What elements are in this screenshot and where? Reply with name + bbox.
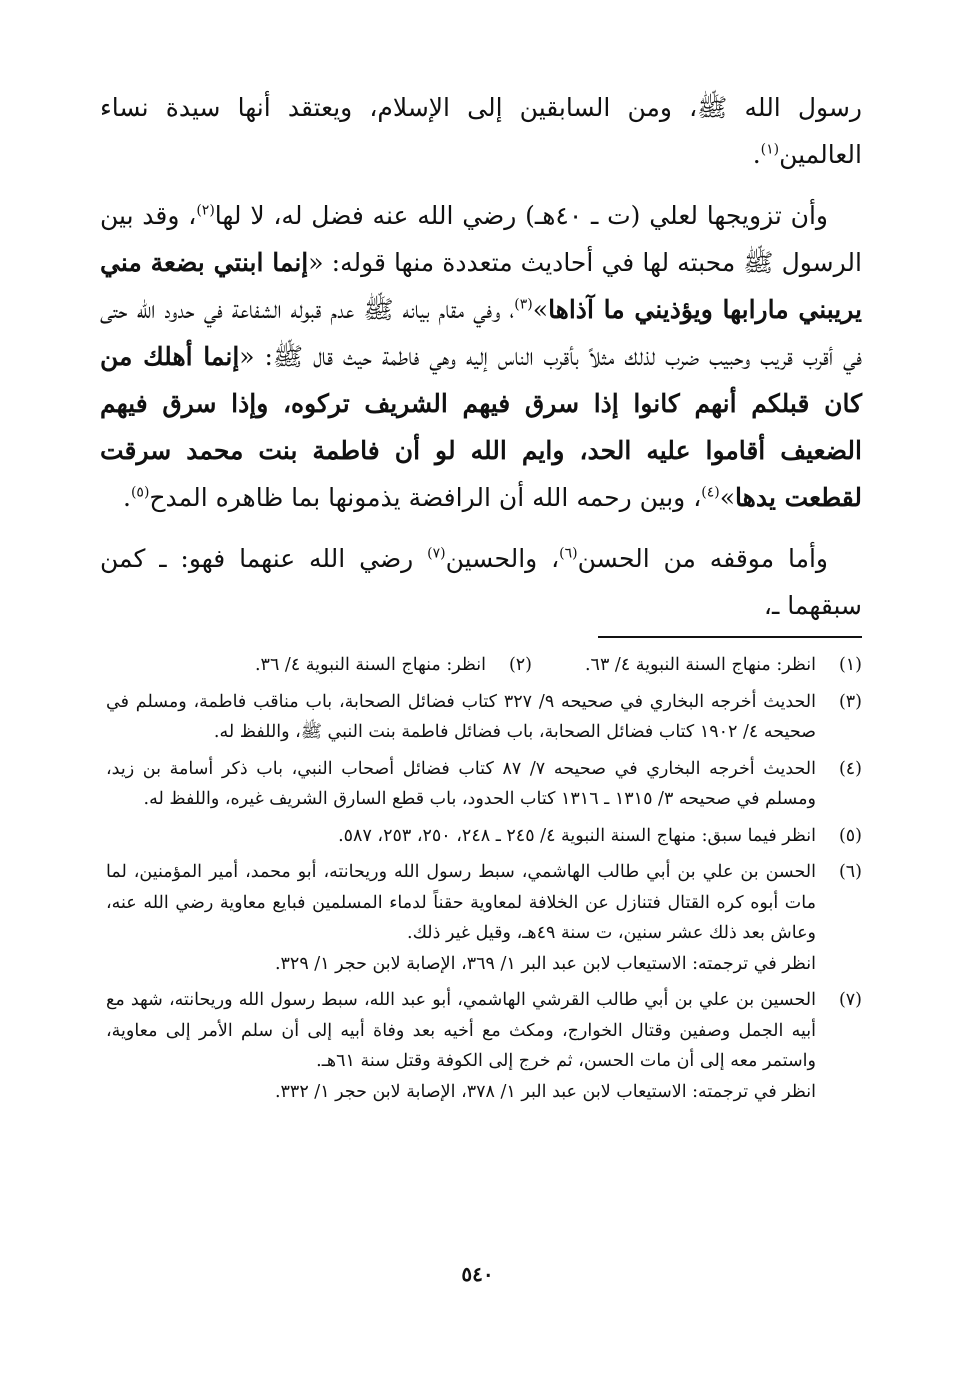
paragraph-3	[100, 535, 862, 629]
footnote-4	[106, 754, 862, 815]
footnote-ref-6[interactable]: (٦)	[559, 545, 578, 562]
footnote-7	[106, 985, 862, 1107]
footnotes	[106, 650, 862, 1113]
footnote-ref-2[interactable]: (٢)	[196, 202, 215, 219]
hadith-quote-1: إنما ابنتي بضعة مني يريبني مارابها ويؤذيني ما آذاها	[100, 248, 863, 324]
footnote-separator	[598, 636, 862, 638]
footnote-number: (٣)	[838, 691, 862, 712]
footnote-body	[106, 857, 816, 979]
footnote-number: (٦)	[838, 862, 862, 882]
paragraph-2	[100, 192, 862, 521]
footnote-2	[202, 650, 532, 681]
p3-text-c: رضي الله عنهما فهو: ـ كمن سبقهما ـ،	[100, 544, 862, 620]
p1-end: .	[752, 140, 761, 169]
p3-text-a: وأما موقفه من الحسن	[577, 544, 828, 573]
p2-text-b: ، وقد بين الرسول ﷺ محبته لها في أحاديث متعددة منها قوله: «	[100, 201, 862, 277]
page-number: ٥٤٠	[461, 1262, 494, 1286]
footnote-text: انظر: منهاج السنة النبوية ٤/ ٣٦.	[254, 655, 486, 675]
footnote-number: (٥)	[838, 825, 862, 846]
p2-text-f: ، وبين رحمه الله أن الرافضة يذمونها بما ظاهره المدح	[149, 483, 702, 512]
footnote-ref-5[interactable]: (٥)	[130, 484, 150, 501]
footnote-3	[106, 687, 862, 748]
p2-text-a: وأن تزويجها لعلي (ت ـ ٤٠هـ) رضي الله عنه فضل له، لا لها	[214, 201, 828, 230]
footnote-text: انظر فيما سبق: منهاج السنة النبوية ٤/ ٢٤٥ ـ ٢٤٨، ٢٥٠، ٢٥٣، ٥٨٧.	[338, 825, 816, 846]
p1-text: رسول الله ﷺ، ومن السابقين إلى الإسلام، ويعتقد أنها سيدة نساء العالمين	[100, 93, 862, 169]
footnote-ref-7[interactable]: (٧)	[427, 545, 446, 562]
footnote-text: انظر: منهاج السنة النبوية ٤/ ٦٣.	[584, 655, 816, 675]
p2-text-d: ، وفي مقام بيانه ﷺ عدم قبوله الشفاعة في حدود الله حتى في أقرب قريب وحبيب ضرب لذلك مثلاً بأقرب الناس إليه وهي فاطمة حيث قال ﷺ: «	[100, 295, 862, 371]
quote-close-1: »	[532, 295, 549, 324]
quote-close-2: »	[719, 483, 736, 512]
footnote-source: انظر في ترجمته: الاستيعاب لابن عبد البر ١/ ٣٧٨، الإصابة لابن حجر ١/ ٣٣٢.	[274, 1081, 816, 1102]
footnote-1	[532, 650, 862, 681]
footnote-text: الحديث أخرجه البخاري في صحيحه ٩/ ٣٢٧ كتاب فضائل الصحابة، باب مناقب فاطمة، ومسلم في صحيحه ٤/ ١٩٠٢ كتاب فضائل الصحابة، باب فضائل فاطمة بنت النبي ﷺ، واللفظ له.	[106, 691, 817, 742]
footnote-text: الحسن بن علي بن أبي طالب الهاشمي، سبط رسول الله وريحانته، أبو محمد، أمير المؤمنين، لما مات أبوه كره القتال فتنازل عن الخلافة لمعاوية حقناً لدماء المسلمين فبايع معاوية رضي الله عنه، وعاش بعد ذلك عشر سنين، ت سنة ٤٩هـ، وقيل غير ذلك.	[106, 862, 816, 943]
footnote-body	[106, 985, 816, 1107]
footnote-source: انظر في ترجمته: الاستيعاب لابن عبد البر ١/ ٣٦٩، الإصابة لابن حجر ١/ ٣٢٩.	[274, 953, 816, 974]
paragraph-1	[100, 84, 862, 178]
footnote-text: الحسين بن علي بن أبي طالب القرشي الهاشمي، أبو عبد الله، سبط رسول الله وريحانته، شهد مع أبيه الجمل وصفين وقتال الخوارج، ومكث مع أخيه بعد وفاة أبيه إلى أن سلم الأمر إلى معاوية، واستمر معه إلى أن مات الحسن، ثم خرج إلى الكوفة وقتل سنة ٦١هـ.	[106, 990, 816, 1071]
p2-end: .	[123, 483, 131, 512]
hadith-quote-2: إنما أهلك من كان قبلكم أنهم كانوا إذا سرق فيهم الشريف تركوه، وإذا سرق فيهم الضعيف أقاموا عليه الحد، وايم الله لو أن فاطمة بنت محمد سرقت لقطعت يدها	[100, 342, 862, 512]
footnote-number: (١)	[838, 655, 862, 675]
footnote-number: (٧)	[838, 990, 862, 1010]
footnote-number: (٢)	[508, 655, 532, 675]
footnote-number: (٤)	[838, 758, 862, 779]
footnote-ref-4[interactable]: (٤)	[701, 484, 720, 501]
footnote-text: الحديث أخرجه البخاري في صحيحه ٧/ ٨٧ كتاب فضائل أصحاب النبي، باب ذكر أسامة بن زيد، ومسلم في صحيحه ٣/ ١٣١٥ ـ ١٣١٦ كتاب الحدود، باب قطع السارق الشريف غيره، واللفظ له.	[106, 758, 816, 809]
footnote-ref-1[interactable]: (١)	[760, 141, 780, 158]
footnote-5	[106, 821, 862, 852]
footnote-6	[106, 857, 862, 979]
footnote-ref-3[interactable]: (٣)	[514, 296, 533, 313]
main-text	[100, 84, 862, 643]
p3-text-b: ، والحسين	[445, 544, 560, 573]
footnote-row-1-2	[106, 650, 862, 681]
